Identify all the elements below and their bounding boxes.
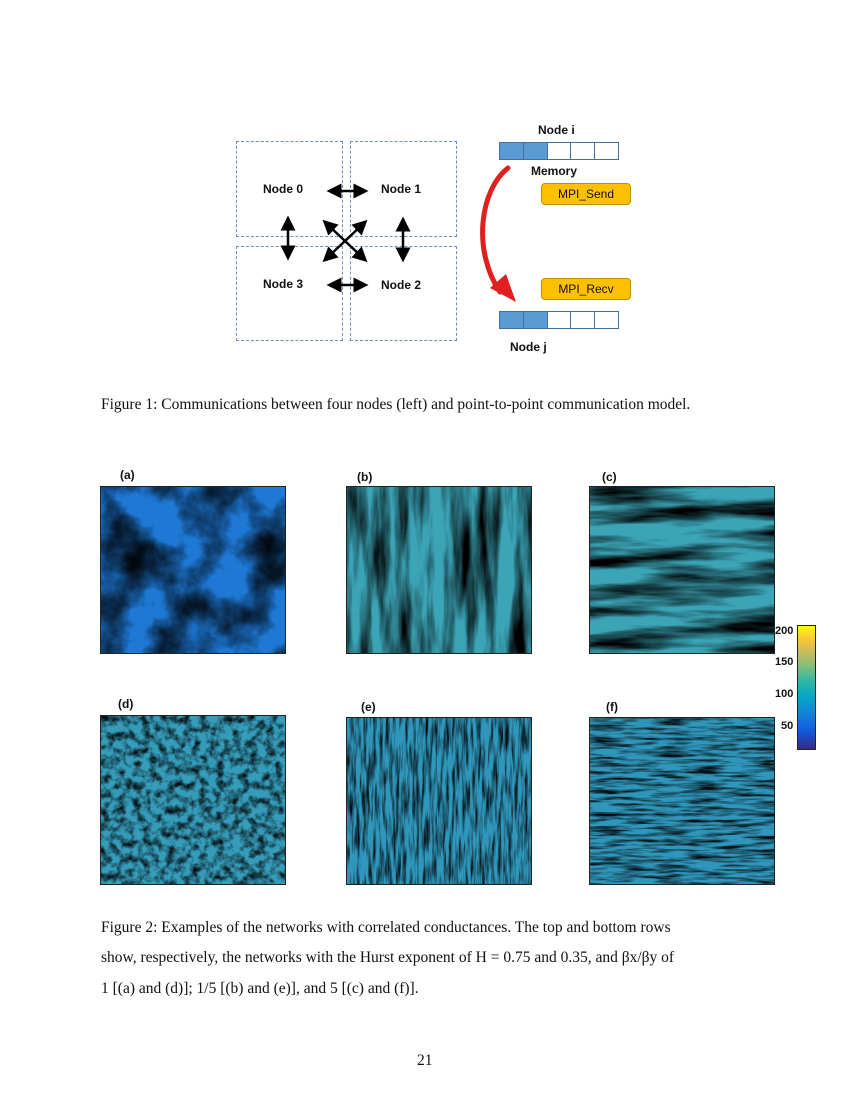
- node-0-label: Node 0: [263, 182, 304, 196]
- mpi-recv-box: MPI_Recv: [541, 278, 631, 300]
- panel-f-image: [589, 717, 775, 885]
- node-2-label: Node 2: [381, 278, 422, 292]
- send-recv-arrow: [470, 160, 530, 310]
- node-3-label: Node 3: [263, 277, 304, 291]
- panel-c-label: (c): [602, 470, 617, 484]
- panel-b-image: [346, 486, 532, 654]
- figure-1-caption: Figure 1: Communications between four nodes (left) and point-to-point communication model.: [101, 396, 691, 413]
- mpi-send-box: MPI_Send: [541, 183, 631, 205]
- panel-c-image: [589, 486, 775, 654]
- colorbar: [797, 625, 816, 750]
- node-i-label: Node i: [538, 123, 575, 137]
- colorbar-tick-150: 150: [775, 656, 794, 668]
- memory-label: Memory: [531, 164, 578, 178]
- panel-d-image: [100, 715, 286, 885]
- figure-2-caption-line-3: 1 [(a) and (d)]; 1/5 [(b) and (e)], and 5 [(c) and (f)].: [101, 980, 419, 997]
- panel-a-label: (a): [120, 468, 135, 482]
- memory-bar-node-i: [499, 142, 619, 160]
- colorbar-tick-50: 50: [781, 720, 794, 732]
- panel-e-label: (e): [361, 700, 376, 714]
- panel-d-label: (d): [118, 697, 134, 711]
- panel-b-label: (b): [357, 470, 373, 484]
- node-arrows: [230, 135, 470, 350]
- memory-bar-node-j: [499, 311, 619, 329]
- page-number: 21: [417, 1052, 433, 1069]
- figure-2-caption-line-1: Figure 2: Examples of the networks with correlated conductances. The top and bottom rows: [101, 919, 671, 936]
- colorbar-tick-100: 100: [775, 688, 794, 700]
- colorbar-tick-200: 200: [775, 625, 794, 637]
- node-1-label: Node 1: [381, 182, 422, 196]
- panel-f-label: (f): [606, 700, 618, 714]
- figure-2-caption-line-2: show, respectively, the networks with the Hurst exponent of H = 0.75 and 0.35, and βx/βy of: [101, 949, 675, 966]
- panel-a-image: [100, 486, 286, 654]
- panel-e-image: [346, 717, 532, 885]
- node-j-label: Node j: [510, 340, 547, 354]
